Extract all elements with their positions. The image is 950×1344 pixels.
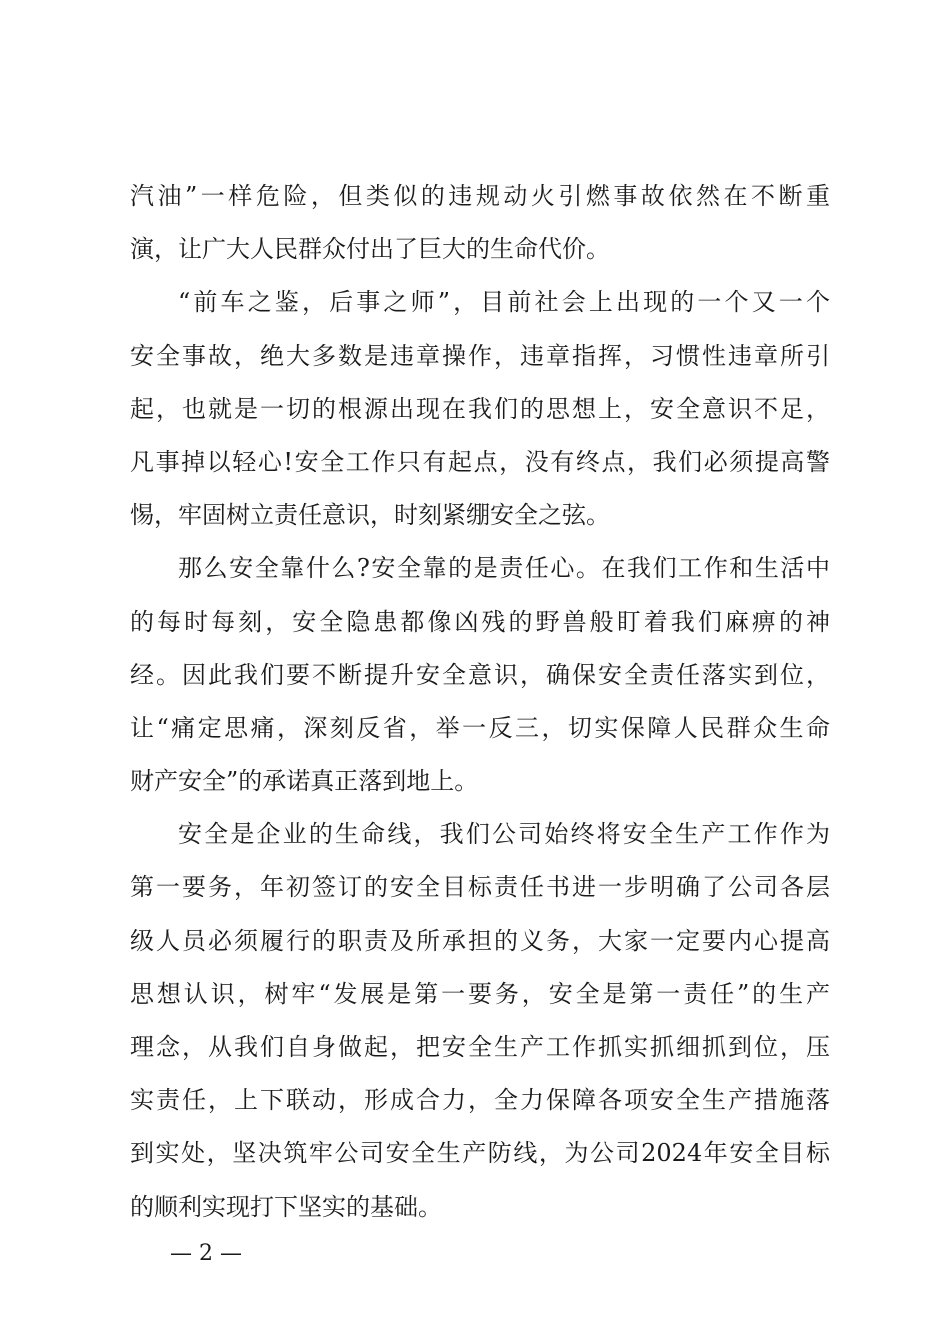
text-line-18: 实责任，上下联动，形成合力，全力保障各项安全生产措施落 [130, 1086, 830, 1115]
text-line-6: 凡事掉以轻心!安全工作只有起点，没有终点，我们必须提高警 [130, 447, 830, 476]
text-line-1: 汽油”一样危险，但类似的违规动火引燃事故依然在不断重 [130, 182, 830, 210]
text-line-4: 安全事故，绝大多数是违章操作，违章指挥，习惯性违章所引 [130, 341, 830, 370]
text-line-16: 思想认识，树牢“发展是第一要务，安全是第一责任”的生产 [130, 979, 830, 1008]
text-line-9: 的每时每刻，安全隐患都像凶残的野兽般盯着我们麻痹的神 [130, 607, 830, 636]
page-number: — 2 — [170, 1241, 242, 1266]
text-line-2: 演，让广大人民群众付出了巨大的生命代价。 [130, 235, 610, 264]
text-line-20: 的顺利实现打下坚实的基础。 [130, 1192, 442, 1221]
body-text [130, 170, 830, 1234]
text-line-10: 经。因此我们要不断提升安全意识，确保安全责任落实到位， [130, 660, 830, 689]
text-line-5: 起，也就是一切的根源出现在我们的思想上，安全意识不足， [130, 394, 830, 423]
text-line-13: 安全是企业的生命线，我们公司始终将安全生产工作作为 [178, 820, 830, 849]
text-line-12: 财产安全”的承诺真正落到地上。 [130, 767, 479, 796]
text-line-3: “前车之鉴，后事之师”，目前社会上出现的一个又一个 [178, 288, 830, 317]
text-line-14: 第一要务，年初签订的安全目标责任书进一步明确了公司各层 [130, 873, 830, 902]
text-line-7: 惕，牢固树立责任意识，时刻紧绷安全之弦。 [130, 501, 610, 530]
text-line-19: 到实处，坚决筑牢公司安全生产防线，为公司2024年安全目标 [130, 1139, 830, 1168]
text-line-15: 级人员必须履行的职责及所承担的义务，大家一定要内心提高 [130, 926, 830, 955]
text-line-17: 理念，从我们自身做起，把安全生产工作抓实抓细抓到位，压 [130, 1033, 830, 1061]
text-line-11: 让“痛定思痛，深刻反省，举一反三，切实保障人民群众生命 [130, 713, 830, 742]
text-line-8: 那么安全靠什么?安全靠的是责任心。在我们工作和生活中 [178, 554, 830, 583]
